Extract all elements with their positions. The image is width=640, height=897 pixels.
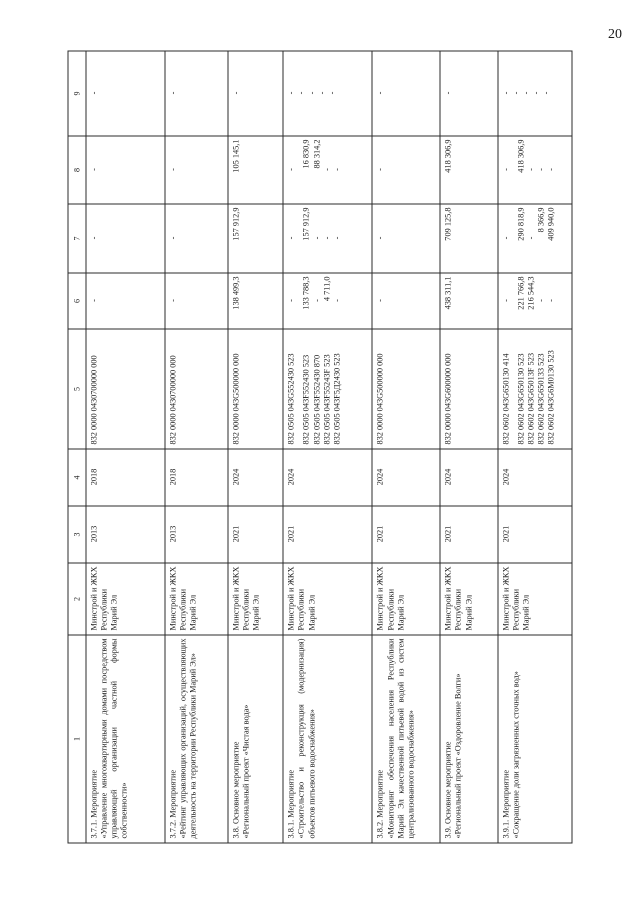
start-year-cell: 2013 <box>165 506 229 563</box>
amount-cell <box>86 273 165 329</box>
amount-value: 438 311,1 <box>443 276 453 310</box>
amount-value: - <box>327 91 337 95</box>
table-row <box>165 51 229 843</box>
amount-value: - <box>168 236 178 240</box>
amount-cell <box>440 204 497 273</box>
amount-cell <box>498 273 572 329</box>
executor-cell: Минстрой и ЖКХ Республики Марий Эл <box>372 563 440 635</box>
header-row <box>68 51 86 843</box>
amount-value: 221 766,8 <box>516 276 526 310</box>
amount-value: - <box>307 91 317 95</box>
budget-code-line: 832 0505 043F55243F 523 <box>322 354 332 445</box>
end-year-cell: 2024 <box>498 449 572 506</box>
end-year-cell: 2024 <box>283 449 372 506</box>
amount-cell <box>86 136 165 204</box>
budget-code-cell <box>86 329 165 449</box>
amount-value: 138 499,3 <box>231 276 241 310</box>
header-cell: 9 <box>68 51 86 136</box>
amount-cell <box>372 204 440 273</box>
amount-value: - <box>541 91 551 95</box>
amount-value: - <box>286 91 296 95</box>
amount-value: - <box>526 236 536 240</box>
budget-code-line: 832 0602 043G65013F 523 <box>526 352 536 445</box>
budget-code-line: 832 0000 043G500000 000 <box>231 353 241 445</box>
amount-value: - <box>168 168 178 171</box>
amount-cell <box>86 204 165 273</box>
amount-value: 418 306,9 <box>516 139 526 173</box>
amount-value: 4 711,0 <box>322 276 332 302</box>
activity-name-cell: 3.8. Основное мероприятие «Региональный проект «Чистая вода» <box>228 635 283 843</box>
budget-code-line: 832 0000 043G500000 000 <box>375 353 385 445</box>
header-cell: 2 <box>68 563 86 635</box>
amount-cell <box>372 136 440 204</box>
amount-cell <box>372 51 440 136</box>
amount-cell <box>283 204 372 273</box>
table-row <box>86 51 165 843</box>
amount-value: - <box>501 236 511 240</box>
amount-value: - <box>322 168 332 171</box>
budget-code-line: 832 0000 043G600000 000 <box>443 353 453 445</box>
amount-cell <box>228 51 283 136</box>
table-row <box>498 51 572 843</box>
amount-value: 157 912,9 <box>231 207 241 241</box>
activity-name-cell: 3.8.1. Мероприятие «Строительство и реконструкция (модернизация) объектов питьевого водоснабжения» <box>283 635 372 843</box>
amount-value: - <box>375 168 385 171</box>
budget-code-cell <box>283 329 372 449</box>
start-year-cell: 2021 <box>498 506 572 563</box>
amount-cell <box>165 136 229 204</box>
executor-cell: Минстрой и ЖКХ Республики Марий Эл <box>165 563 229 635</box>
amount-value: - <box>89 236 99 240</box>
amount-value: - <box>536 299 546 302</box>
header-cell: 7 <box>68 204 86 273</box>
executor-cell: Минстрой и ЖКХ Республики Марий Эл <box>283 563 372 635</box>
budget-code-line: 832 0602 043G650133 523 <box>536 353 546 445</box>
header-cell: 8 <box>68 136 86 204</box>
end-year-cell: 2024 <box>440 449 497 506</box>
amount-value: 88 314,2 <box>312 139 322 169</box>
amount-value: 105 145,1 <box>231 139 241 173</box>
activity-name-cell: 3.8.2. Мероприятие «Мониторинг обеспечения населения Республики Марий Эл качественной питьевой водой из систем централизованного водоснабжения» <box>372 635 440 843</box>
table-row <box>283 51 372 843</box>
amount-value: - <box>521 91 531 95</box>
amount-value: - <box>332 299 342 302</box>
amount-cell <box>372 273 440 329</box>
executor-cell: Минстрой и ЖКХ Республики Марий Эл <box>498 563 572 635</box>
budget-code-line: 832 0602 043G650130 523 <box>516 353 526 445</box>
amount-value: - <box>168 299 178 302</box>
budget-code-line: 832 0602 043G650130 414 <box>501 353 511 445</box>
table-body <box>86 51 572 843</box>
budget-code-line: 832 0000 0430700000 000 <box>168 355 178 445</box>
amount-value: - <box>89 168 99 171</box>
amount-value: - <box>231 91 241 95</box>
amount-value: - <box>375 299 385 302</box>
amount-value: - <box>526 168 536 171</box>
table-row <box>228 51 283 843</box>
activity-name-cell: 3.9. Основное мероприятие «Региональный проект «Оздоровление Волги» <box>440 635 497 843</box>
header-cell: 6 <box>68 273 86 329</box>
amount-value: 409 940,0 <box>546 207 556 241</box>
budget-code-line: 832 0602 043G6M0130 523 <box>546 350 556 445</box>
rotated-table-container <box>68 52 573 844</box>
header-cell: 4 <box>68 449 86 506</box>
start-year-cell: 2021 <box>228 506 283 563</box>
page-number: 20 <box>608 27 622 42</box>
amount-value: 216 544,3 <box>526 276 536 310</box>
amount-cell <box>498 204 572 273</box>
amount-cell <box>283 136 372 204</box>
header-cell: 1 <box>68 635 86 843</box>
budget-code-line: 832 0000 0430700000 000 <box>89 355 99 445</box>
amount-value: - <box>168 91 178 95</box>
activities-table <box>68 51 573 844</box>
activity-name-cell: 3.7.2. Мероприятие «Рейтинг управляющих организаций, осуществляющих деятельность на территории Республики Марий Эл» <box>165 635 229 843</box>
end-year-cell: 2024 <box>372 449 440 506</box>
amount-value: - <box>317 91 327 95</box>
amount-cell <box>440 136 497 204</box>
amount-cell <box>228 136 283 204</box>
budget-code-cell <box>165 329 229 449</box>
budget-code-line: 832 0505 043F552430 870 <box>312 354 322 445</box>
amount-cell <box>86 51 165 136</box>
amount-value: - <box>501 299 511 302</box>
amount-value: 8 366,9 <box>536 207 546 233</box>
budget-code-cell <box>372 329 440 449</box>
end-year-cell: 2018 <box>86 449 165 506</box>
budget-code-cell <box>440 329 497 449</box>
start-year-cell: 2013 <box>86 506 165 563</box>
amount-value: - <box>375 236 385 240</box>
amount-value: - <box>375 91 385 95</box>
amount-value: 709 125,8 <box>443 207 453 241</box>
table-row <box>440 51 497 843</box>
header-cell: 3 <box>68 506 86 563</box>
end-year-cell: 2024 <box>228 449 283 506</box>
budget-code-cell <box>498 329 572 449</box>
header-cell: 5 <box>68 329 86 449</box>
amount-cell <box>228 273 283 329</box>
amount-cell <box>498 51 572 136</box>
amount-value: - <box>332 168 342 171</box>
amount-value: - <box>531 91 541 95</box>
amount-value: 418 306,9 <box>443 139 453 173</box>
amount-value: - <box>511 91 521 95</box>
budget-code-line: 832 0505 043F552430 523 <box>301 354 311 445</box>
amount-value: - <box>536 168 546 171</box>
activity-name-cell: 3.9.1. Мероприятие «Сокращение доли загрязненных сточных вод» <box>498 635 572 843</box>
amount-value: - <box>89 91 99 95</box>
amount-value: - <box>546 168 556 171</box>
activity-name-cell: 3.7.1. Мероприятие «Управление многоквартирными домами посредством управляющей организации частной формы собственности» <box>86 635 165 843</box>
amount-value: - <box>296 91 306 95</box>
amount-value: - <box>286 299 296 302</box>
start-year-cell: 2021 <box>283 506 372 563</box>
amount-cell <box>283 51 372 136</box>
amount-cell <box>165 51 229 136</box>
budget-code-cell <box>228 329 283 449</box>
amount-cell <box>283 273 372 329</box>
table-row <box>372 51 440 843</box>
amount-cell <box>165 273 229 329</box>
amount-value: - <box>286 168 296 171</box>
budget-code-line: 832 0505 043F5Д2430 523 <box>332 353 342 445</box>
amount-value: - <box>501 91 511 95</box>
amount-cell <box>165 204 229 273</box>
amount-value: 133 788,3 <box>301 276 311 310</box>
amount-value: - <box>443 91 453 95</box>
start-year-cell: 2021 <box>440 506 497 563</box>
amount-value: - <box>546 299 556 302</box>
executor-cell: Минстрой и ЖКХ Республики Марий Эл <box>440 563 497 635</box>
amount-value: 16 830,9 <box>301 139 311 169</box>
amount-value: 290 818,9 <box>516 207 526 241</box>
executor-cell: Минстрой и ЖКХ Республики Марий Эл <box>86 563 165 635</box>
end-year-cell: 2018 <box>165 449 229 506</box>
amount-value: - <box>332 236 342 240</box>
amount-cell <box>228 204 283 273</box>
amount-value: - <box>312 236 322 240</box>
amount-value: 157 912,9 <box>301 207 311 241</box>
start-year-cell: 2021 <box>372 506 440 563</box>
amount-cell <box>440 51 497 136</box>
amount-value: - <box>312 299 322 302</box>
amount-value: - <box>286 236 296 240</box>
amount-cell <box>440 273 497 329</box>
amount-cell <box>498 136 572 204</box>
amount-value: - <box>501 168 511 171</box>
budget-code-line: 832 0505 043G552430 523 <box>286 353 296 445</box>
amount-value: - <box>89 299 99 302</box>
amount-value: - <box>322 236 332 240</box>
executor-cell: Минстрой и ЖКХ Республики Марий Эл <box>228 563 283 635</box>
